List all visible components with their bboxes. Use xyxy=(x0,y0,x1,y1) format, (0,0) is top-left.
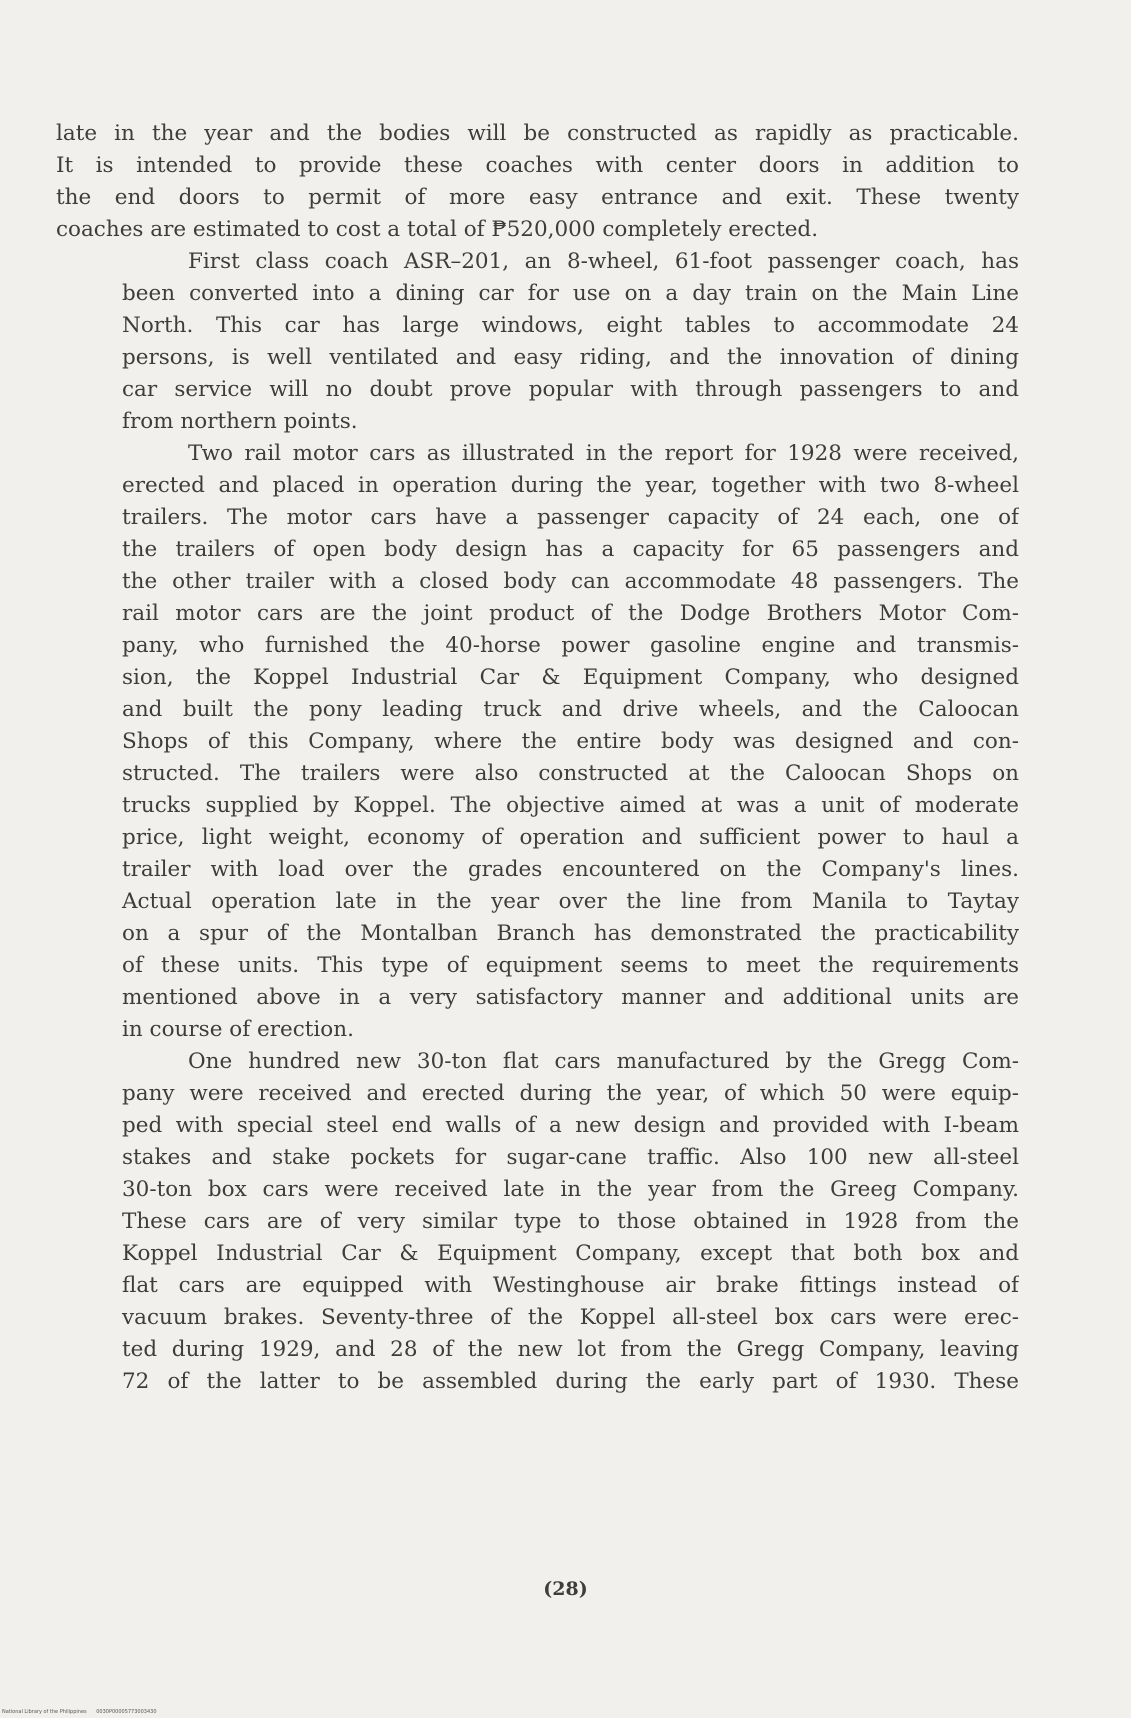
text-line: trucks supplied by Koppel. The objective aimed at was a unit of moderate xyxy=(122,793,1019,818)
paragraph xyxy=(56,246,1019,438)
text-line: Two rail motor cars as illustrated in the report for 1928 were received, xyxy=(188,441,1019,466)
text-line: from northern points. xyxy=(122,409,358,434)
text-line: the end doors to permit of more easy entrance and exit. These twenty xyxy=(56,185,1019,210)
text-line: Koppel Industrial Car & Equipment Company, except that both box and xyxy=(122,1241,1019,1266)
text-line: pany, who furnished the 40-horse power gasoline engine and transmis- xyxy=(122,633,1019,658)
text-line: the trailers of open body design has a capacity for 65 passengers and xyxy=(122,537,1019,562)
body-text xyxy=(56,118,1019,1398)
paragraph xyxy=(56,1046,1019,1398)
text-line: persons, is well ventilated and easy riding, and the innovation of dining xyxy=(122,345,1019,370)
scan-footer xyxy=(2,1709,157,1715)
text-line: and built the pony leading truck and drive wheels, and the Caloocan xyxy=(122,697,1019,722)
text-line: 72 of the latter to be assembled during the early part of 1930. These xyxy=(122,1369,1019,1394)
text-line: trailers. The motor cars have a passenger capacity of 24 each, one of xyxy=(122,505,1019,530)
text-line: car service will no doubt prove popular with through passengers to and xyxy=(122,377,1019,402)
text-line: Shops of this Company, where the entire body was designed and con- xyxy=(122,729,1019,754)
text-line: 30-ton box cars were received late in the year from the Greeg Company. xyxy=(122,1177,1019,1202)
text-line: late in the year and the bodies will be constructed as rapidly as practicable. xyxy=(56,121,1019,146)
text-line: rail motor cars are the joint product of the Dodge Brothers Motor Com- xyxy=(122,601,1019,626)
text-line: the other trailer with a closed body can accommodate 48 passengers. The xyxy=(122,569,1019,594)
footer-institution: National Library of the Philippines xyxy=(2,1709,87,1715)
text-line: stakes and stake pockets for sugar-cane traffic. Also 100 new all-steel xyxy=(122,1145,1019,1170)
text-line: One hundred new 30-ton flat cars manufactured by the Gregg Com- xyxy=(188,1049,1019,1074)
text-line: Actual operation late in the year over the line from Manila to Taytay xyxy=(122,889,1019,914)
text-line: of these units. This type of equipment seems to meet the requirements xyxy=(122,953,1019,978)
paragraph xyxy=(56,438,1019,1046)
text-line: on a spur of the Montalban Branch has demonstrated the practicability xyxy=(122,921,1019,946)
text-line: vacuum brakes. Seventy-three of the Koppel all-steel box cars were erec- xyxy=(122,1305,1019,1330)
text-line: It is intended to provide these coaches with center doors in addition to xyxy=(56,153,1019,178)
text-line: pany were received and erected during the year, of which 50 were equip- xyxy=(122,1081,1019,1106)
text-line: ted during 1929, and 28 of the new lot from the Gregg Company, leaving xyxy=(122,1337,1019,1362)
text-line: flat cars are equipped with Westinghouse air brake fittings instead of xyxy=(122,1273,1019,1298)
text-line: price, light weight, economy of operation and sufficient power to haul a xyxy=(122,825,1019,850)
text-line: sion, the Koppel Industrial Car & Equipment Company, who designed xyxy=(122,665,1019,690)
paragraph xyxy=(56,118,1019,246)
page-number: (28) xyxy=(543,1578,588,1600)
text-line: ped with special steel end walls of a new design and provided with I-beam xyxy=(122,1113,1019,1138)
text-line: in course of erection. xyxy=(122,1017,354,1042)
text-line: erected and placed in operation during the year, together with two 8-wheel xyxy=(122,473,1019,498)
text-line: structed. The trailers were also constructed at the Caloocan Shops on xyxy=(122,761,1019,786)
text-line: been converted into a dining car for use on a day train on the Main Line xyxy=(122,281,1019,306)
text-line: coaches are estimated to cost a total of ₱520,000 completely erected. xyxy=(56,217,819,242)
text-line: mentioned above in a very satisfactory manner and additional units are xyxy=(122,985,1019,1010)
text-line: First class coach ASR–201, an 8-wheel, 61-foot passenger coach, has xyxy=(188,249,1019,274)
text-line: North. This car has large windows, eight tables to accommodate 24 xyxy=(122,313,1019,338)
text-line: trailer with load over the grades encountered on the Company's lines. xyxy=(122,857,1019,882)
text-line: These cars are of very similar type to those obtained in 1928 from the xyxy=(122,1209,1019,1234)
footer-identifier: 0030P00005773003430 xyxy=(96,1709,157,1715)
